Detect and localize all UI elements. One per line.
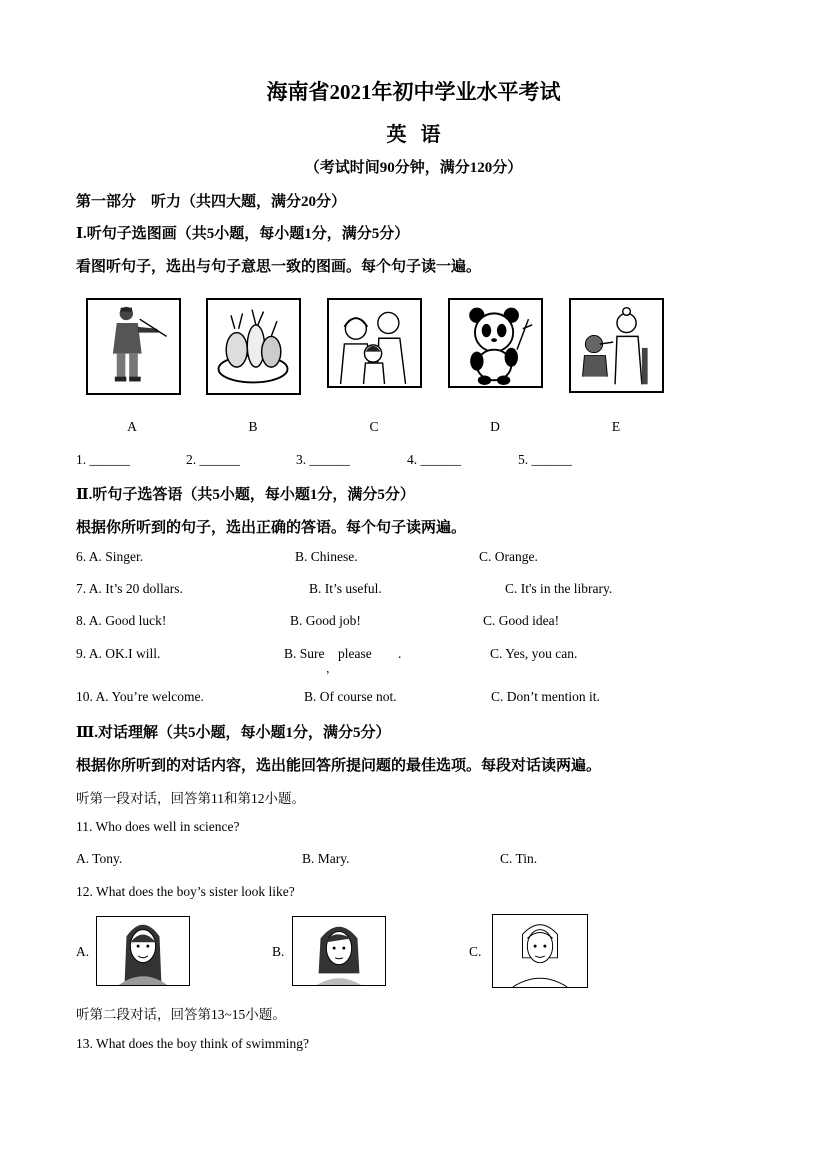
- part1-heading: 第一部分 听力（共四大题，满分20分）: [76, 194, 347, 210]
- q7-option-b[interactable]: B. It’s useful.: [309, 581, 382, 596]
- panda-icon: [450, 300, 541, 386]
- q8-option-a[interactable]: 8. A. Good luck!: [76, 613, 167, 628]
- dialog2-note: 听第二段对话，回答第13~15小题。: [76, 1007, 286, 1022]
- long-hair-girl-icon: [97, 917, 189, 985]
- section1-instruction: 看图听句子，选出与句子意思一致的图画。每个句子读一遍。: [76, 259, 482, 275]
- q7-option-c[interactable]: C. It's in the library.: [505, 581, 613, 596]
- q12-option-a-label: A.: [76, 944, 90, 959]
- vegetables-icon: [208, 300, 299, 393]
- q9-option-b-comma: ，: [326, 663, 337, 675]
- q10-option-a[interactable]: 10. A. You’re welcome.: [76, 689, 204, 704]
- picture-c-label: C: [369, 419, 379, 434]
- q9-option-b-please: please: [338, 646, 372, 661]
- section3-instruction: 根据你所听到的对话内容，选出能回答所提问题的最佳选项。每段对话读两遍。: [76, 758, 602, 774]
- q6-option-c[interactable]: C. Orange.: [479, 549, 538, 564]
- short-blonde-hair-girl-icon: [493, 915, 587, 987]
- q8-option-c[interactable]: C. Good idea!: [483, 613, 560, 628]
- q12-option-b-label: B.: [272, 944, 285, 959]
- q11-text: 11. Who does well in science?: [76, 819, 240, 834]
- exam-subject: 英语: [386, 124, 455, 146]
- answer-blank-4[interactable]: 4. ______: [407, 452, 461, 467]
- q9-option-c[interactable]: C. Yes, you can.: [490, 646, 578, 661]
- section2-heading: Ⅱ.听句子选答语（共5小题，每小题1分，满分5分）: [76, 487, 415, 503]
- dialog1-note: 听第一段对话，回答第11和第12小题。: [76, 791, 305, 806]
- q9-option-b-period: .: [398, 646, 402, 661]
- section3-heading: Ⅲ.对话理解（共5小题，每小题1分，满分5分）: [76, 725, 391, 741]
- picture-e-label: E: [611, 419, 621, 434]
- picture-d: [448, 298, 543, 388]
- q11-option-c[interactable]: C. Tin.: [500, 851, 538, 866]
- violinist-icon: [88, 300, 179, 393]
- picture-d-label: D: [490, 419, 500, 434]
- q6-option-a[interactable]: 6. A. Singer.: [76, 549, 144, 564]
- q12-option-c-picture[interactable]: [492, 914, 588, 988]
- section1-heading: Ⅰ.听句子选图画（共5小题，每小题1分，满分5分）: [76, 226, 410, 242]
- answer-blank-5[interactable]: 5. ______: [518, 452, 572, 467]
- q13-text: 13. What does the boy think of swimming?: [76, 1036, 309, 1051]
- q9-option-b[interactable]: B. Sure: [284, 646, 325, 661]
- doctor-icon: [571, 300, 662, 391]
- picture-b-label: B: [248, 419, 258, 434]
- q11-option-b[interactable]: B. Mary.: [302, 851, 350, 866]
- family-icon: [329, 300, 420, 386]
- q10-option-c[interactable]: C. Don’t mention it.: [491, 689, 600, 704]
- section2-instruction: 根据你所听到的句子，选出正确的答语。每个句子读两遍。: [76, 520, 467, 536]
- q9-option-a[interactable]: 9. A. OK.I will.: [76, 646, 161, 661]
- exam-info: （考试时间90分钟，满分120分）: [304, 160, 523, 176]
- q12-text: 12. What does the boy’s sister look like?: [76, 884, 295, 899]
- q12-option-c-label: C.: [469, 944, 482, 959]
- medium-hair-girl-icon: [293, 917, 385, 985]
- picture-a: [86, 298, 181, 395]
- answer-blank-3[interactable]: 3. ______: [296, 452, 350, 467]
- picture-b: [206, 298, 301, 395]
- q11-option-a[interactable]: A. Tony.: [76, 851, 123, 866]
- q6-option-b[interactable]: B. Chinese.: [295, 549, 358, 564]
- q8-option-b[interactable]: B. Good job!: [290, 613, 361, 628]
- picture-e: [569, 298, 664, 393]
- picture-c: [327, 298, 422, 388]
- picture-a-label: A: [127, 419, 137, 434]
- exam-title: 海南省2021年初中学业水平考试: [266, 80, 561, 104]
- q7-option-a[interactable]: 7. A. It’s 20 dollars.: [76, 581, 183, 596]
- answer-blank-2[interactable]: 2. ______: [186, 452, 240, 467]
- q10-option-b[interactable]: B. Of course not.: [304, 689, 397, 704]
- q12-option-a-picture[interactable]: [96, 916, 190, 986]
- answer-blank-1[interactable]: 1. ______: [76, 452, 130, 467]
- q12-option-b-picture[interactable]: [292, 916, 386, 986]
